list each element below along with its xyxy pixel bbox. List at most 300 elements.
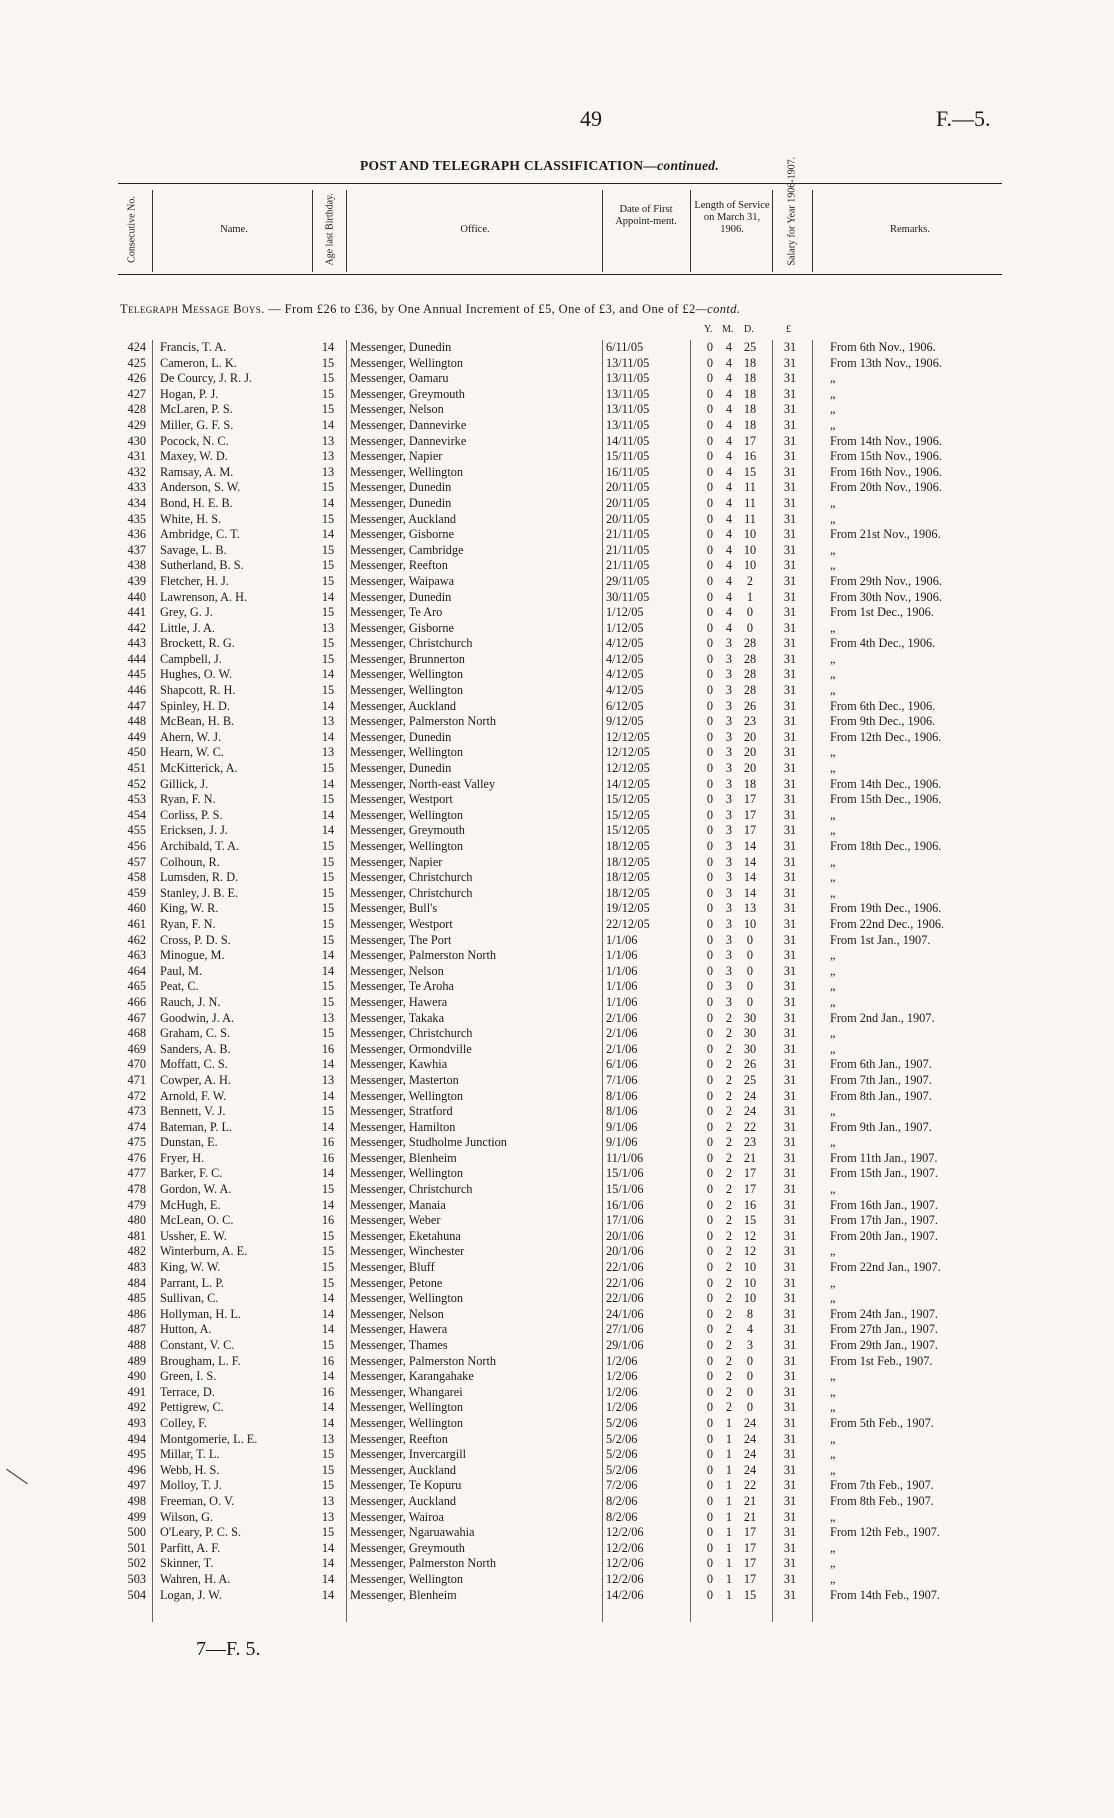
entry-age: 16 [321,1041,335,1056]
entry-office: Messenger, Auckland [350,511,457,526]
entry-age: 15 [321,1244,335,1259]
entry-salary: 31 [783,542,797,557]
entry-days: 17 [743,1556,757,1571]
entry-remarks: From 1st Jan., 1907. [830,932,931,947]
table-row [0,948,1114,964]
entry-salary: 31 [783,417,797,432]
entry-number: 459 [127,885,146,900]
entry-age: 13 [321,1072,335,1087]
header-name: Name. [220,224,248,235]
entry-years: 0 [706,1119,714,1134]
entry-remarks: From 16th Nov., 1906. [830,464,942,479]
entry-age: 15 [321,901,335,916]
entry-appointment-date: 11/1/06 [606,1150,644,1165]
entry-name: McBean, H. B. [160,714,235,729]
entry-office: Messenger, Christchurch [350,1182,473,1197]
entry-name: Cross, P. D. S. [160,932,231,947]
entry-office: Messenger, Takaka [350,1010,445,1025]
entry-number: 467 [127,1010,146,1025]
entry-months: 1 [725,1587,733,1602]
entry-months: 3 [725,792,733,807]
table-row [0,1291,1114,1307]
entry-months: 3 [725,948,733,963]
entry-salary: 31 [783,1447,797,1462]
entry-number: 424 [127,340,146,354]
entry-months: 3 [725,651,733,666]
entry-months: 3 [725,994,733,1009]
entry-salary: 31 [783,1571,797,1586]
table-row [0,901,1114,917]
entry-remarks: „ [830,1135,836,1150]
entry-office: Messenger, Wairoa [350,1509,444,1524]
entry-months: 2 [725,1384,733,1399]
table-row [0,761,1114,777]
header-divider [772,190,773,272]
entry-days: 30 [743,1010,757,1025]
entry-salary: 31 [783,714,797,729]
entry-months: 3 [725,901,733,916]
entry-remarks: From 14th Nov., 1906. [830,433,942,448]
entry-months: 4 [725,542,733,557]
footer-signature: 7—F. 5. [196,1638,261,1660]
entry-appointment-date: 14/2/06 [606,1587,644,1602]
entry-months: 4 [725,495,733,510]
entry-appointment-date: 1/1/06 [606,948,638,963]
entry-days: 10 [743,1291,757,1306]
entry-remarks: From 17th Jan., 1907. [830,1213,938,1228]
table-row [0,621,1114,637]
entry-number: 476 [127,1150,146,1165]
entry-years: 0 [706,511,714,526]
entry-appointment-date: 15/12/05 [606,792,650,807]
entry-age: 14 [321,1571,335,1586]
entry-remarks: From 15th Dec., 1906. [830,792,942,807]
entry-months: 3 [725,807,733,822]
entry-age: 14 [321,1322,335,1337]
entry-salary: 31 [783,854,797,869]
entry-appointment-date: 14/11/05 [606,433,650,448]
entry-office: Messenger, Napier [350,854,443,869]
entry-months: 1 [725,1571,733,1586]
entry-number: 438 [127,558,146,573]
entry-name: Arnold, F. W. [160,1088,227,1103]
page-number: 49 [580,106,602,131]
entry-name: Dunstan, E. [160,1135,218,1150]
entry-months: 2 [725,1400,733,1415]
entry-salary: 31 [783,340,797,354]
entry-salary: 31 [783,1384,797,1399]
entry-salary: 31 [783,1509,797,1524]
header-divider [312,190,313,272]
entry-appointment-date: 16/11/05 [606,464,650,479]
entry-age: 15 [321,636,335,651]
entry-name: Wahren, H. A. [160,1571,231,1586]
entry-age: 15 [321,761,335,776]
table-row [0,1089,1114,1105]
entry-remarks: From 30th Nov., 1906. [830,589,942,604]
entry-number: 451 [127,761,146,776]
entry-name: Goodwin, J. A. [160,1010,235,1025]
entry-salary: 31 [783,745,797,760]
entry-name: Brockett, R. G. [160,636,235,651]
entry-name: Moffatt, C. S. [160,1057,228,1072]
entry-years: 0 [706,1166,714,1181]
entry-appointment-date: 20/11/05 [606,495,650,510]
entry-years: 0 [706,402,714,417]
entry-months: 2 [725,1353,733,1368]
table-row [0,1057,1114,1073]
table-row [0,1463,1114,1479]
entry-years: 0 [706,963,714,978]
entry-office: Messenger, Wellington [350,464,464,479]
entry-age: 15 [321,994,335,1009]
header-bottom-rule [118,274,1002,275]
entry-age: 15 [321,371,335,386]
section-suffix: —contd. [695,302,741,316]
entry-salary: 31 [783,1166,797,1181]
entry-office: Messenger, Hawera [350,1322,448,1337]
entry-number: 486 [127,1306,146,1321]
entry-name: Ryan, F. N. [160,916,216,931]
table-row [0,667,1114,683]
entry-salary: 31 [783,1540,797,1555]
entry-salary: 31 [783,449,797,464]
entry-number: 498 [127,1493,146,1508]
table-row [0,558,1114,574]
entry-appointment-date: 1/1/06 [606,963,638,978]
entry-remarks: From 19th Dec., 1906. [830,901,942,916]
entry-remarks: „ [830,1400,836,1415]
entry-months: 4 [725,589,733,604]
entry-number: 440 [127,589,146,604]
entry-years: 0 [706,994,714,1009]
entry-age: 13 [321,1493,335,1508]
entry-age: 14 [321,963,335,978]
table-row [0,418,1114,434]
entry-age: 14 [321,527,335,542]
entry-days: 28 [743,651,757,666]
entry-days: 24 [743,1447,757,1462]
entry-appointment-date: 18/12/05 [606,854,650,869]
entry-months: 4 [725,449,733,464]
entry-number: 494 [127,1431,146,1446]
entry-appointment-date: 9/1/06 [606,1119,638,1134]
table-row [0,1151,1114,1167]
table-row [0,1541,1114,1557]
table-row [0,730,1114,746]
entry-months: 2 [725,1088,733,1103]
entry-office: Messenger, Wellington [350,1088,464,1103]
entry-salary: 31 [783,1026,797,1041]
entry-months: 3 [725,979,733,994]
entry-months: 2 [725,1166,733,1181]
table-row [0,1229,1114,1245]
table-row [0,917,1114,933]
entry-days: 24 [743,1462,757,1477]
entry-appointment-date: 21/11/05 [606,542,650,557]
entry-days: 17 [743,1166,757,1181]
entry-appointment-date: 19/12/05 [606,901,650,916]
entry-days: 17 [743,823,757,838]
entry-months: 2 [725,1104,733,1119]
entry-years: 0 [706,979,714,994]
entry-name: Freeman, O. V. [160,1493,235,1508]
entry-age: 14 [321,340,335,354]
entry-appointment-date: 4/12/05 [606,651,644,666]
entry-number: 436 [127,527,146,542]
entry-months: 1 [725,1509,733,1524]
entry-remarks: From 13th Nov., 1906. [830,355,942,370]
entry-age: 16 [321,1213,335,1228]
entry-age: 13 [321,449,335,464]
entry-salary: 31 [783,1369,797,1384]
entry-remarks: „ [830,1431,836,1446]
entry-months: 2 [725,1150,733,1165]
entry-remarks: „ [830,386,836,401]
table-row [0,496,1114,512]
table-row [0,1198,1114,1214]
entry-appointment-date: 1/2/06 [606,1400,638,1415]
table-row [0,855,1114,871]
table-row [0,512,1114,528]
entry-days: 22 [743,1478,757,1493]
entry-age: 15 [321,885,335,900]
entry-name: Gillick, J. [160,776,209,791]
entry-office: Messenger, Greymouth [350,823,465,838]
entry-age: 15 [321,932,335,947]
entry-remarks: From 1st Dec., 1906. [830,605,934,620]
entry-number: 497 [127,1478,146,1493]
entry-office: Messenger, Gisborne [350,620,455,635]
entry-office: Messenger, Gisborne [350,527,455,542]
entry-years: 0 [706,1057,714,1072]
section-label: Telegraph Message Boys. [120,302,265,316]
entry-office: Messenger, Christchurch [350,885,473,900]
entry-number: 428 [127,402,146,417]
entry-office: Messenger, Palmerston North [350,1353,497,1368]
unit-years: Y. [704,324,713,335]
entry-office: Messenger, Petone [350,1275,443,1290]
entry-name: Colhoun, R. [160,854,220,869]
entry-months: 4 [725,464,733,479]
entry-office: Messenger, Dunedin [350,340,452,354]
entry-age: 14 [321,1057,335,1072]
entry-years: 0 [706,495,714,510]
entry-remarks: „ [830,1291,836,1306]
entry-years: 0 [706,1041,714,1056]
entry-remarks: From 22nd Jan., 1907. [830,1260,941,1275]
section-heading [120,302,740,317]
entry-years: 0 [706,1135,714,1150]
entry-appointment-date: 8/1/06 [606,1088,638,1103]
entry-days: 17 [743,433,757,448]
entry-days: 16 [743,1197,757,1212]
entry-office: Messenger, Westport [350,916,453,931]
entry-years: 0 [706,714,714,729]
entry-age: 14 [321,1556,335,1571]
entry-appointment-date: 9/12/05 [606,714,644,729]
entry-days: 14 [743,885,757,900]
entry-salary: 31 [783,386,797,401]
entry-years: 0 [706,1384,714,1399]
table-row [0,1432,1114,1448]
entry-office: Messenger, Westport [350,792,453,807]
entry-age: 15 [321,386,335,401]
header-divider [346,190,347,272]
entry-remarks: „ [830,371,836,386]
entry-appointment-date: 13/11/05 [606,386,650,401]
entry-age: 16 [321,1353,335,1368]
entry-days: 2 [746,573,754,588]
entry-name: Sullivan, C. [160,1291,219,1306]
entry-days: 0 [746,1384,754,1399]
entry-number: 481 [127,1228,146,1243]
entry-years: 0 [706,870,714,885]
entry-salary: 31 [783,870,797,885]
entry-name: Ryan, F. N. [160,792,216,807]
entry-age: 14 [321,589,335,604]
entry-appointment-date: 1/1/06 [606,994,638,1009]
entry-number: 470 [127,1057,146,1072]
entry-office: Messenger, Auckland [350,1462,457,1477]
entry-age: 13 [321,433,335,448]
table-row [0,886,1114,902]
entry-salary: 31 [783,994,797,1009]
entry-name: King, W. W. [160,1260,221,1275]
entry-office: Messenger, Stratford [350,1104,453,1119]
table-row [0,1073,1114,1089]
entry-name: Cameron, L. K. [160,355,237,370]
entry-name: Rauch, J. N. [160,994,221,1009]
entry-days: 25 [743,1072,757,1087]
entry-years: 0 [706,386,714,401]
entry-appointment-date: 1/12/05 [606,605,644,620]
entry-years: 0 [706,605,714,620]
entry-office: Messenger, Dunedin [350,729,452,744]
entry-office: Messenger, Reefton [350,558,448,573]
entry-appointment-date: 1/2/06 [606,1384,638,1399]
entry-salary: 31 [783,1338,797,1352]
entry-days: 17 [743,1182,757,1197]
entry-office: Messenger, Wellington [350,745,464,760]
entry-days: 21 [743,1150,757,1165]
entry-salary: 31 [783,1431,797,1446]
entry-remarks: „ [830,1447,836,1462]
entry-salary: 31 [783,1400,797,1415]
entry-years: 0 [706,854,714,869]
entry-remarks: From 20th Jan., 1907. [830,1228,938,1243]
entry-number: 499 [127,1509,146,1524]
entry-salary: 31 [783,636,797,651]
entry-age: 14 [321,1540,335,1555]
entry-office: Messenger, Wellington [350,1166,464,1181]
entry-salary: 31 [783,1587,797,1602]
entry-remarks: „ [830,807,836,822]
unit-months: M. [722,324,734,335]
entry-appointment-date: 4/12/05 [606,636,644,651]
entry-name: Spinley, H. D. [160,698,230,713]
table-row [0,808,1114,824]
table-row [0,1447,1114,1463]
header-remarks: Remarks. [890,224,930,235]
entry-number: 479 [127,1197,146,1212]
entry-name: Hearn, W. C. [160,745,224,760]
entry-salary: 31 [783,1119,797,1134]
entry-age: 15 [321,355,335,370]
entry-number: 465 [127,979,146,994]
entry-office: Messenger, Weber [350,1213,441,1228]
entry-remarks: From 15th Jan., 1907. [830,1166,938,1181]
entry-salary: 31 [783,1478,797,1493]
entry-appointment-date: 20/11/05 [606,480,650,495]
entry-months: 3 [725,745,733,760]
entry-days: 10 [743,542,757,557]
entry-salary: 31 [783,402,797,417]
entry-appointment-date: 5/2/06 [606,1431,638,1446]
header-salary: Salary for Year 1906-1907. [786,156,798,266]
entry-number: 431 [127,449,146,464]
entry-office: Messenger, Brunnerton [350,651,465,666]
entry-remarks: From 24th Jan., 1907. [830,1306,938,1321]
entry-remarks: „ [830,1275,836,1290]
entry-number: 482 [127,1244,146,1259]
entry-office: Messenger, Te Aro [350,605,443,620]
entry-number: 489 [127,1353,146,1368]
entry-office: Messenger, Dannevirke [350,417,467,432]
entry-years: 0 [706,823,714,838]
entry-salary: 31 [783,683,797,698]
entry-salary: 31 [783,1525,797,1540]
entry-months: 1 [725,1540,733,1555]
header-divider [152,190,153,272]
entry-age: 14 [321,1166,335,1181]
entry-remarks: „ [830,854,836,869]
entry-name: Hutton, A. [160,1322,212,1337]
entry-years: 0 [706,340,714,354]
entry-appointment-date: 5/2/06 [606,1447,638,1462]
entry-days: 14 [743,870,757,885]
entry-salary: 31 [783,1353,797,1368]
entry-remarks: From 12th Dec., 1906. [830,729,942,744]
entry-appointment-date: 13/11/05 [606,402,650,417]
table-row [0,340,1114,356]
entry-remarks: From 21st Nov., 1906. [830,527,941,542]
entry-office: Messenger, Nelson [350,963,444,978]
header-consecutive-no: Consecutive No. [126,196,138,263]
entry-appointment-date: 7/1/06 [606,1072,638,1087]
entry-remarks: From 18th Dec., 1906. [830,839,942,853]
entry-number: 484 [127,1275,146,1290]
table-row [0,1120,1114,1136]
table-row [0,636,1114,652]
entry-years: 0 [706,651,714,666]
entry-appointment-date: 21/11/05 [606,527,650,542]
entry-days: 12 [743,1244,757,1259]
entry-office: Messenger, Wellington [350,807,464,822]
entry-remarks: „ [830,1384,836,1399]
entry-years: 0 [706,776,714,791]
entry-age: 15 [321,402,335,417]
entry-days: 28 [743,683,757,698]
entry-office: Messenger, Te Kopuru [350,1478,462,1493]
entry-number: 435 [127,511,146,526]
table-row [0,1588,1114,1604]
entry-office: Messenger, Wellington [350,683,464,698]
entry-years: 0 [706,371,714,386]
entry-name: Millar, T. L. [160,1447,220,1462]
entry-months: 1 [725,1525,733,1540]
entry-age: 15 [321,792,335,807]
